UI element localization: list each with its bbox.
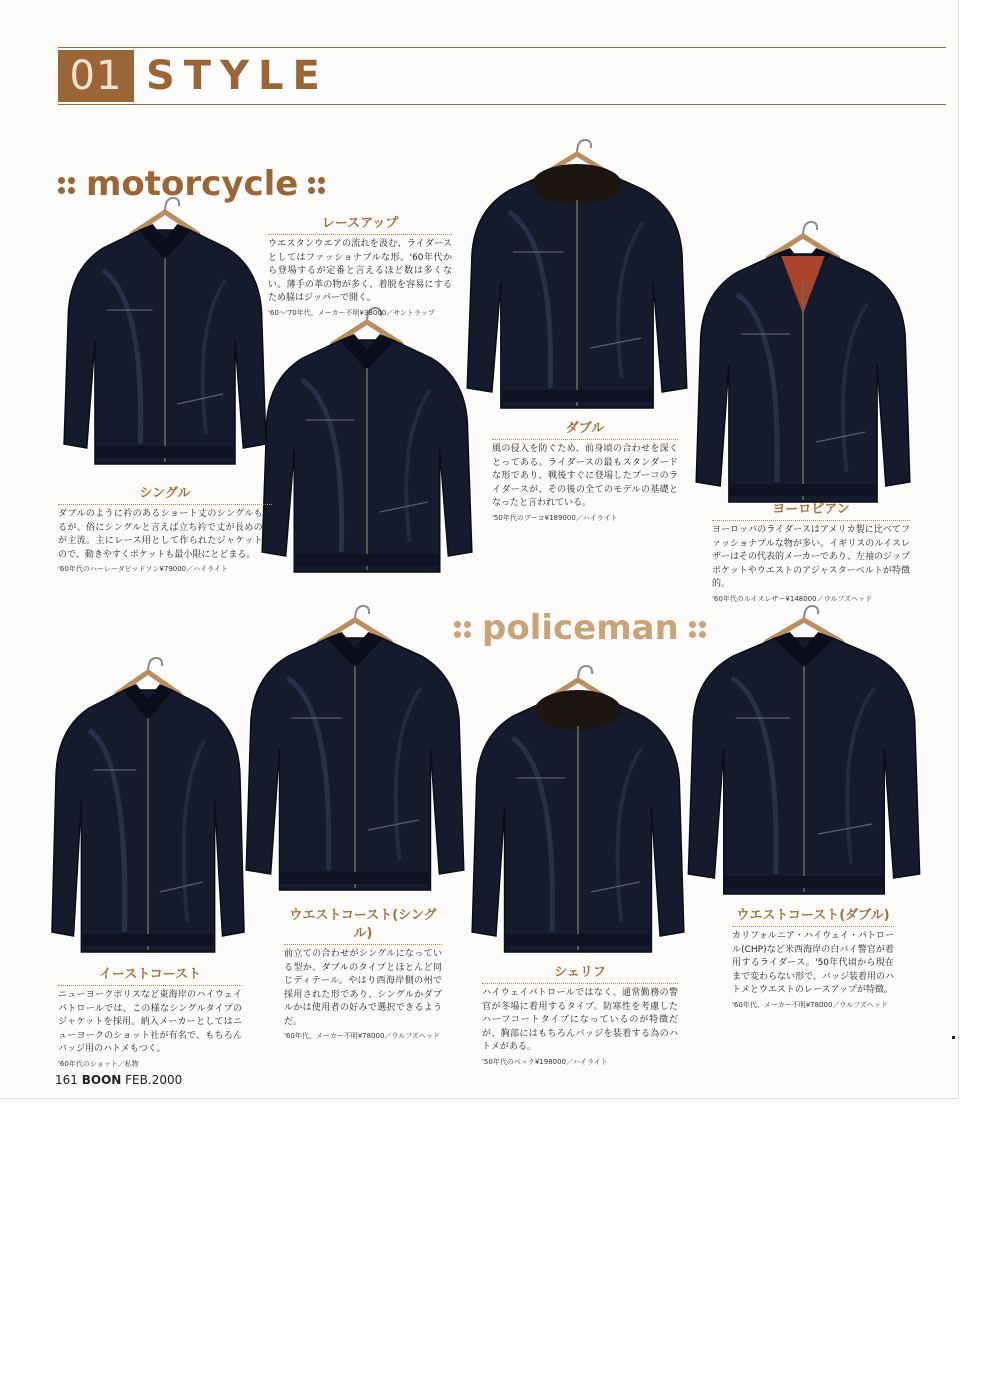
item-description: 前立ての合わせがシングルになっている型か、ダブルのタイプとほとんど同じディテール。やはり西海岸側の州で採用された形であり、シングルかダブルかは使用者の好みで選択できるようだ。 [284,949,442,1027]
header-rule-bottom [58,104,946,105]
jacket-image-laceup [260,300,474,578]
item-description: ウエスタンウエアの流れを汲む、ライダースとしてはファッショナブルな形。'60年代から登場するが定番と言えるほど数は多くない。薄手の革の物が多く、着脱を容易にするため脇はジッパーで開く。 [268,239,452,303]
item-price: '60年代のハーレーダビッドソン¥79000／ハイライト [58,565,228,573]
item-eastcoast [58,966,242,1070]
waist-band [280,872,431,884]
item-price: '50年代のブーコ¥189000／ハイライト [492,513,618,522]
page-footer [55,1073,182,1087]
hanger-hook [804,606,818,620]
section-number: 01 [58,50,134,102]
jacket-image-eastcoast [50,650,246,958]
item-name: シングル [58,485,272,505]
jacket-image-double [465,132,689,414]
item-name: ダブル [492,420,678,440]
jacket-image-european [694,214,912,508]
jacket-image-westcoast-double [686,598,922,900]
item-name: イーストコースト [58,966,242,986]
waist-band [724,876,884,888]
fur-collar [532,164,622,204]
registration-mark [952,1036,955,1039]
item-double [492,420,678,524]
header-rule-top [58,47,946,48]
magazine-name: BOON [81,1073,122,1087]
jacket-image-single [62,190,268,470]
fur-collar [535,690,621,730]
item-name: レースアップ [268,215,452,235]
hanger-hook [355,606,369,620]
item-description: 風の侵入を防ぐため、前身頃の合わせを深くとってある。ライダースの最もスタンダードな形であり、戦後すぐに登場したブーコのライダースが、その後の全てのモデルの基礎となったと言われている。 [492,444,678,508]
waist-band [501,390,653,402]
item-name: ウエストコースト(シングル) [284,907,442,945]
waist-band [294,554,440,566]
item-sheriff [482,964,678,1068]
category-motorcycle-label: motorcycle [86,164,299,204]
jacket-image-sheriff [470,658,686,958]
item-european [712,501,910,605]
category-policeman-label: policeman [482,608,679,648]
item-description: ヨーロッパのライダースはアメリカ製に比べてファッショナブルな物が多い。イギリスのルイスレザーはその代表的メーカーであり、左袖のジップポケットやウエストのアジャスターベルトが特徴的。 [712,525,910,589]
item-westcoast-single [284,907,442,1042]
item-price: '50年代のベック¥198000／ハイライト [482,1057,608,1066]
item-price: '60年代のショット／私物 [58,1059,139,1068]
item-price: '60〜'70年代、メーカー不明¥38000／サントラップ [268,308,435,317]
item-description: カリフォルニア・ハイウェイ・パトロール(CHP)など米西海岸の白バイ警官が着用するライダース。'50年代頃から現在まで変わらない形で、バッジ装着用のハトメとウエストのレースアップが特徴。 [732,931,894,995]
item-name: シェリフ [482,964,678,984]
item-description: ニューヨークポリスなど東海岸のハイウェイパトロールでは、この様なシングルタイプのジャケットを採用。納入メーカーとしてはニューヨークのショット社が有名で、もちろんバッジ用のハトメもつく。 [58,990,242,1054]
dots-icon [308,177,326,195]
item-description: ダブルのように衿のあるショート丈のシングルもあるが、俗にシングルと言えば立ち衿で丈が長めの形が主流。主にレース用として作られたジャケットなので、動きやすくポケットも最小限にとどまる。 [58,509,272,560]
hanger-hook [577,140,591,154]
waist-band [81,934,214,946]
issue-date: FEB.2000 [125,1073,183,1087]
item-name: ヨーロピアン [712,501,910,521]
waist-band [505,934,652,946]
item-price: '60年代のルイスレザー¥148000／ウルフズヘッド [712,594,873,603]
item-westcoast-double [732,907,894,1011]
page-number: 161 [55,1073,78,1087]
waist-band [95,446,235,458]
item-price: '60年代、メーカー不明¥78000／ウルフズヘッド [284,1032,440,1040]
waist-band [729,484,877,496]
hanger-hook [803,222,817,236]
item-laceup [268,215,452,319]
category-policeman-heading [444,608,717,648]
item-description: ハイウェイパトロールではなく、通常勤務の警官が冬場に着用するタイプ。防寒性を考慮したハーフコートタイプになっているのが特徴だが、胸部にはもちろんバッジを装着する為のハトメがある。 [482,988,678,1052]
item-name: ウエストコースト(ダブル) [732,907,894,927]
jacket-image-westcoast-single [244,598,466,896]
item-price: '60年代、メーカー不明¥78000／ウルフズヘッド [732,1000,888,1009]
item-single [58,485,272,575]
hanger-hook [165,198,179,212]
section-title: STYLE [146,53,329,99]
hanger-hook [578,666,592,680]
hanger-hook [148,658,162,672]
